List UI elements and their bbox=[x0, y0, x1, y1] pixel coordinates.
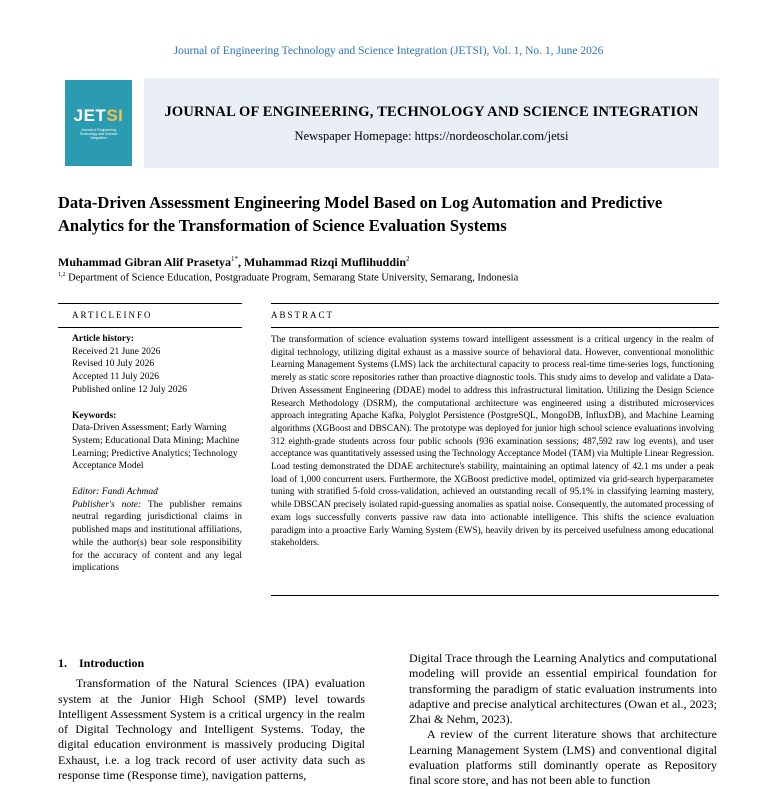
body-paragraph: Digital Trace through the Learning Analytics and computational modeling will provide an essential empirical foundation for transforming the paradigm of static evaluation instruments into adaptive and precise analytical architectures (Owan et al., 2023; Zhai & Nehm, 2023). bbox=[409, 651, 717, 727]
body-column-left bbox=[58, 656, 365, 783]
keywords-label: Keywords: bbox=[72, 410, 117, 421]
author-name: Muhammad Gibran Alif Prasetya bbox=[58, 255, 231, 269]
affiliation-text: Department of Science Education, Postgraduate Program, Semarang State University, Semarang, Indonesia bbox=[68, 272, 519, 284]
logo-text-main: JET bbox=[73, 106, 107, 125]
paper-title: Data-Driven Assessment Engineering Model Based on Log Automation and Predictive Analytics for the Transformation of Science Evaluation Systems bbox=[58, 193, 663, 235]
author-superscript: 2 bbox=[406, 255, 410, 263]
divider bbox=[271, 595, 719, 596]
divider bbox=[58, 327, 242, 328]
editor-line: Editor: Fandi Achmad bbox=[72, 487, 158, 498]
abstract-text: The transformation of science evaluation systems toward intelligent assessment is a critical urgency in the realm of digital technology, utilizing digital exhaust as a massive source of behavioral data. However, conventional monolithic Learning Management Systems (LMS) lack the architectural capacity to process real-time time-series logs, functioning merely as static score repositories rather than proactive diagnostic tools. This study aims to develop and validate a Data-Driven Assessment Engineering (DDAE) model to address this infrastructural limitation. Utilizing the Design Science Research Methodology (DSRM), the computational architecture was engineered using a distributed microservices approach integrating Apache Kafka, Polyglot Persistence (PostgreSQL, MongoDB, InfluxDB), and Machine Learning algorithms (XGBoost and DBSCAN). The prototype was deployed for junior high school science evaluations involving 312 eighth-grade students across four public schools (936 examination sessions; 487,592 raw log events), and user acceptance was quantitatively assessed using the Technology Acceptance Model (TAM) via Multiple Linear Regression. Load testing demonstrated the DDAE architecture's stability, maintaining an optimal latency of 42.1 ms under a peak load of 1,000 concurrent users. Furthermore, the XGBoost predictive model, optimized via grid-search hyperparameter tuning with stratified 5-fold cross-validation, achieved an outstanding recall of 95.1% in classifying learning mastery, while DBSCAN precisely isolated rapid-guessing anomalies as spatial noise. Consequently, the automated processing of exam logs successfully converts passive raw data into actionable intelligence. This shifts the science evaluation paradigm into a proactive Early Warning System (EWS), heavily driven by its perceived usefulness among educational stakeholders. bbox=[271, 334, 714, 548]
journal-homepage[interactable]: Newspaper Homepage: https://nordeoscholar.com/jetsi bbox=[294, 129, 569, 143]
divider bbox=[58, 303, 242, 304]
publisher-note-text: The publisher remains neutral regarding jurisdictional claims in published maps and institutional affiliations, while the author(s) bear sole responsibility for the accuracy of content and any legal implications bbox=[72, 499, 242, 574]
history-label: Article history: bbox=[72, 334, 134, 344]
body-paragraph: Transformation of the Natural Sciences (IPA) evaluation system at the Junior High School (SMP) level towards Intelligent Assessment System is a critical urgency in the realm of Digital Technology and Intelligent Systems. Today, the digital education environment is massively producing Digital Exhaust, i.e. a log track record of user activity data such as response time (Response time), navigation patterns, bbox=[58, 676, 365, 783]
divider bbox=[271, 303, 719, 304]
article-info-panel bbox=[72, 333, 242, 575]
published-date: Published online 12 July 2026 bbox=[72, 384, 188, 395]
logo-text-accent: SI bbox=[106, 106, 124, 125]
received-date: Received 21 June 2026 bbox=[72, 346, 161, 357]
author-superscript: 1* bbox=[231, 255, 238, 263]
body-paragraph: A review of the current literature shows that architecture Learning Management System (LMS) and conventional digital evaluation platforms still dominantly operate as Repository final score store, and has not been able to function bbox=[409, 727, 717, 788]
keywords-text: Data-Driven Assessment; Early Warning System; Educational Data Mining; Machine Learning; Predictive Analytics; Technology Acceptance Model bbox=[72, 423, 240, 472]
accepted-date: Accepted 11 July 2026 bbox=[72, 372, 159, 383]
journal-citation-line[interactable]: Journal of Engineering Technology and Science Integration (JETSI), Vol. 1, No. 1, June 2026 bbox=[173, 45, 604, 57]
journal-banner bbox=[58, 78, 719, 168]
revised-date: Revised 10 July 2026 bbox=[72, 359, 155, 370]
body-column-right bbox=[409, 651, 717, 789]
journal-logo bbox=[65, 80, 132, 166]
affiliation bbox=[58, 272, 518, 284]
section-heading: 1. Introduction bbox=[58, 656, 145, 670]
publisher-note-label: Publisher's note: bbox=[72, 499, 142, 510]
journal-name: JOURNAL OF ENGINEERING, TECHNOLOGY AND SCIENCE INTEGRATION bbox=[164, 104, 699, 120]
abstract-heading: ABSTRACT bbox=[271, 310, 335, 320]
banner-box bbox=[144, 78, 719, 168]
logo-subtext: Journal of Engineering Technology and Science Integration bbox=[79, 128, 118, 140]
author-name: Muhammad Rizqi Muflihuddin bbox=[244, 255, 407, 269]
divider bbox=[271, 327, 719, 328]
affiliation-superscript: 1,2 bbox=[58, 272, 66, 278]
author-separator: , bbox=[238, 255, 244, 269]
author-list bbox=[58, 255, 410, 270]
publisher-note bbox=[72, 499, 242, 575]
article-info-heading: ARTICLEINFO bbox=[72, 310, 153, 320]
